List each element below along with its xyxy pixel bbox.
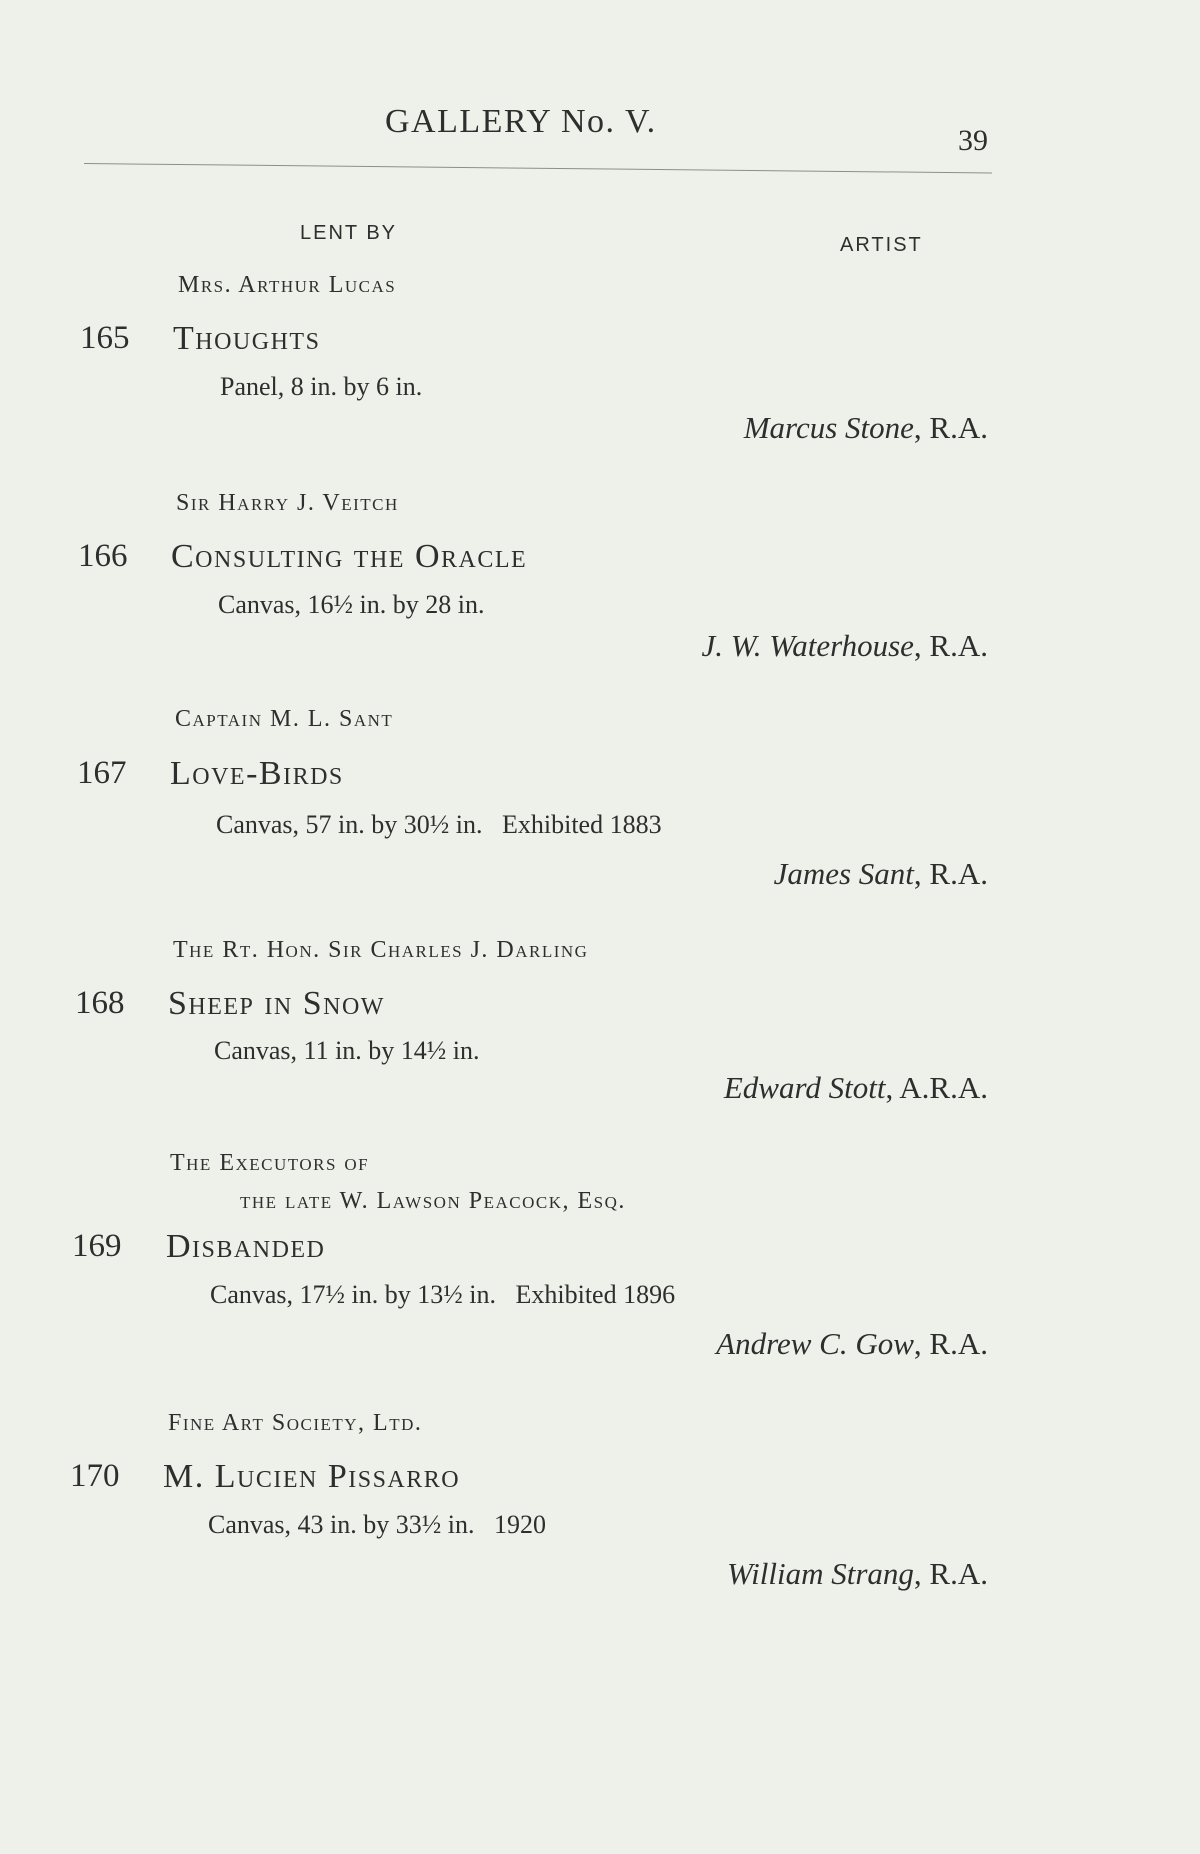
entry-artist bbox=[716, 1326, 988, 1362]
entry-artist bbox=[774, 856, 988, 892]
entry-number: 169 bbox=[72, 1228, 122, 1264]
artist-suffix: , R.A. bbox=[913, 410, 988, 445]
artist-suffix: , R.A. bbox=[913, 1556, 988, 1591]
entry-artist bbox=[727, 1556, 988, 1592]
entry-title: Disbanded bbox=[166, 1228, 326, 1265]
artist-name: Andrew C. Gow bbox=[716, 1326, 914, 1361]
artist-name: James Sant bbox=[773, 856, 914, 891]
artist-name: Edward Stott bbox=[723, 1070, 886, 1105]
entry-medium: Panel, 8 in. by 6 in. bbox=[220, 372, 423, 401]
lender-line-2: the late W. Lawson Peacock, Esq. bbox=[240, 1188, 626, 1214]
entry-number: 168 bbox=[75, 985, 125, 1021]
artist-suffix: , R.A. bbox=[913, 628, 988, 663]
entry-medium: Canvas, 17½ in. by 13½ in. Exhibited 1896 bbox=[210, 1280, 676, 1309]
lender: Mrs. Arthur Lucas bbox=[178, 272, 397, 298]
artist-suffix: , R.A. bbox=[913, 1326, 988, 1361]
entry-artist bbox=[724, 1070, 988, 1106]
running-head: GALLERY No. V. bbox=[385, 103, 657, 140]
artist-suffix: , R.A. bbox=[913, 856, 988, 891]
lent-by-label: LENT BY bbox=[300, 222, 397, 244]
entry-title: Thoughts bbox=[173, 320, 321, 357]
artist-suffix: , A.R.A. bbox=[885, 1070, 988, 1105]
lender: Fine Art Society, Ltd. bbox=[168, 1410, 423, 1436]
entry-title: Sheep in Snow bbox=[168, 985, 385, 1022]
header-rule bbox=[84, 163, 992, 174]
entry-medium: Canvas, 11 in. by 14½ in. bbox=[214, 1036, 480, 1065]
lender: The Executors of bbox=[170, 1150, 370, 1176]
artist-name: William Strang bbox=[727, 1556, 914, 1591]
entry-number: 167 bbox=[77, 755, 127, 791]
entry-number: 166 bbox=[78, 538, 128, 574]
artist-name: J. W. Waterhouse bbox=[701, 628, 914, 663]
entry-title: M. Lucien Pissarro bbox=[163, 1458, 461, 1495]
page-number: 39 bbox=[958, 124, 988, 157]
entry-medium: Canvas, 43 in. by 33½ in. 1920 bbox=[208, 1510, 546, 1539]
entry-title: Love-Birds bbox=[170, 755, 344, 792]
entry-number: 165 bbox=[80, 320, 130, 356]
artist-label: ARTIST bbox=[840, 234, 923, 256]
entry-medium: Canvas, 57 in. by 30½ in. Exhibited 1883 bbox=[216, 810, 662, 839]
lender: The Rt. Hon. Sir Charles J. Darling bbox=[173, 937, 589, 963]
entry-title: Consulting the Oracle bbox=[171, 538, 528, 575]
lender: Captain M. L. Sant bbox=[175, 706, 394, 732]
lender: Sir Harry J. Veitch bbox=[176, 490, 399, 516]
artist-name: Marcus Stone bbox=[743, 410, 914, 445]
entry-artist bbox=[702, 628, 989, 664]
entry-number: 170 bbox=[70, 1458, 120, 1494]
entry-artist bbox=[744, 410, 988, 446]
entry-medium: Canvas, 16½ in. by 28 in. bbox=[218, 590, 485, 619]
